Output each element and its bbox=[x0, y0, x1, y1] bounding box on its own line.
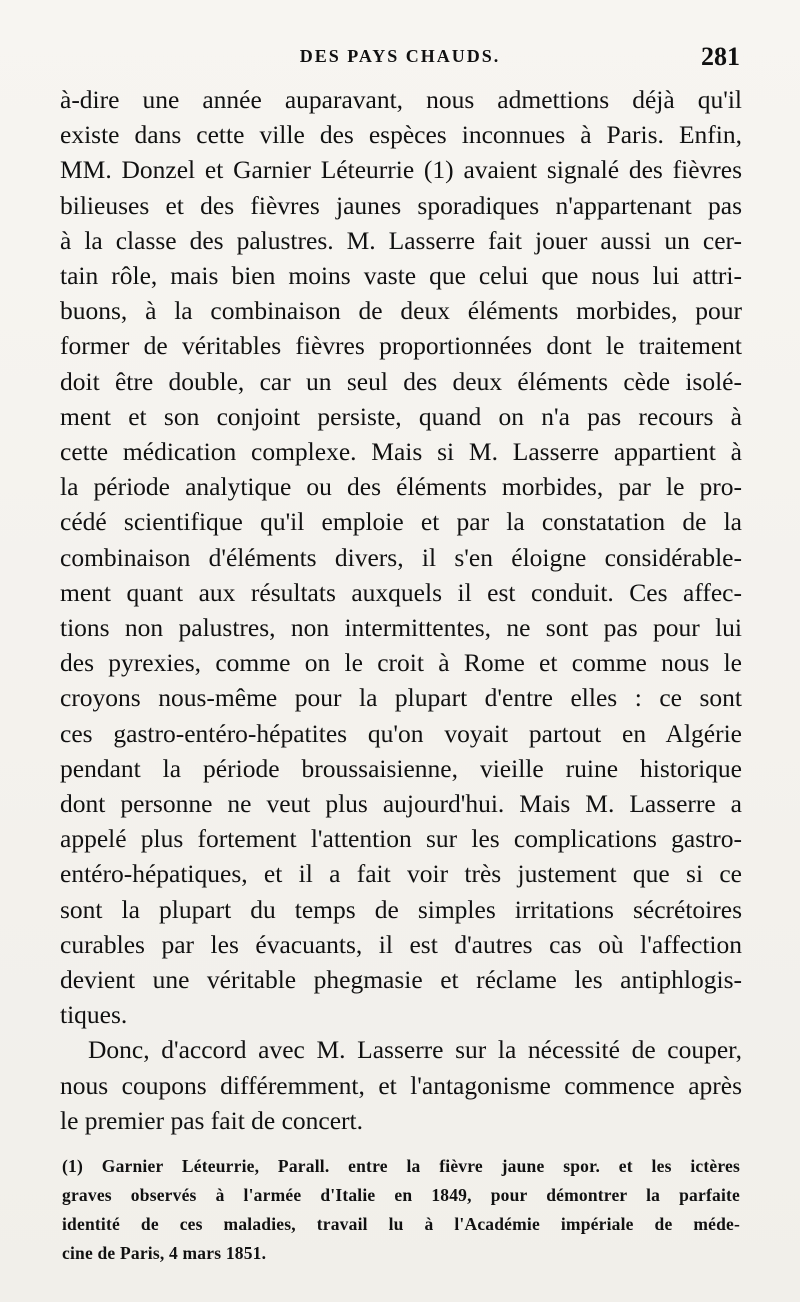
text-line: pendant la période broussaisienne, vieille ruine historique bbox=[60, 753, 742, 783]
text-line: tions non palustres, non intermittentes, ne sont pas pour lui bbox=[60, 613, 742, 643]
text-line: bilieuses et des fièvres jaunes sporadiques n'appartenant pas bbox=[60, 190, 742, 220]
text-line: le premier pas fait de concert. bbox=[60, 1105, 364, 1135]
text-line: combinaison d'éléments divers, il s'en éloigne considérable- bbox=[60, 542, 742, 572]
text-line: ment et son conjoint persiste, quand on n'a pas recours à bbox=[60, 401, 742, 431]
footnote bbox=[62, 1152, 740, 1268]
page-header bbox=[60, 40, 740, 76]
text-line: Donc, d'accord avec M. Lasserre sur la nécessité de couper, bbox=[88, 1035, 742, 1065]
footnote-line: cine de Paris, 4 mars 1851. bbox=[62, 1243, 267, 1263]
footnote-line: graves observés à l'armée d'Italie en 1849, pour démontrer la parfaite bbox=[62, 1185, 740, 1205]
text-line: devient une véritable phegmasie et réclame les antiphlogis- bbox=[60, 965, 742, 995]
text-line: cette médication complexe. Mais si M. Lasserre appartient à bbox=[60, 437, 742, 467]
text-line: à-dire une année auparavant, nous admettions déjà qu'il bbox=[60, 85, 742, 114]
text-line: entéro-hépatiques, et il a fait voir très justement que si ce bbox=[60, 859, 742, 889]
text-line: sont la plupart du temps de simples irritations sécrétoires bbox=[60, 894, 742, 924]
text-line: des pyrexies, comme on le croit à Rome et comme nous le bbox=[60, 648, 742, 678]
footnote-line: identité de ces maladies, travail lu à l'Académie impériale de méde- bbox=[62, 1214, 740, 1234]
body-text bbox=[60, 82, 742, 1138]
text-line: tiques. bbox=[60, 1000, 128, 1030]
footnote-line: (1) Garnier Léteurrie, Parall. entre la fièvre jaune spor. et les ictères bbox=[62, 1156, 740, 1176]
text-line: MM. Donzel et Garnier Léteurrie (1) avaient signalé des fièvres bbox=[60, 155, 742, 185]
text-line: la période analytique ou des éléments morbides, par le pro- bbox=[60, 472, 742, 502]
page-number: 281 bbox=[701, 42, 740, 71]
text-line: dont personne ne veut plus aujourd'hui. Mais M. Lasserre a bbox=[60, 789, 742, 819]
text-line: former de véritables fièvres proportionnées dont le traitement bbox=[60, 331, 742, 361]
running-head: DES PAYS CHAUDS. bbox=[299, 46, 501, 66]
text-line: existe dans cette ville des espèces inconnues à Paris. Enfin, bbox=[60, 120, 742, 150]
text-line: appelé plus fortement l'attention sur les complications gastro- bbox=[60, 824, 742, 854]
text-line: tain rôle, mais bien moins vaste que celui que nous lui attri- bbox=[60, 261, 742, 291]
text-line: nous coupons différemment, et l'antagonisme commence après bbox=[60, 1070, 742, 1100]
text-line: croyons nous-même pour la plupart d'entre elles : ce sont bbox=[60, 683, 742, 713]
text-line: cédé scientifique qu'il emploie et par la constatation de la bbox=[60, 507, 742, 537]
text-line: ment quant aux résultats auxquels il est conduit. Ces affec- bbox=[60, 577, 742, 607]
text-line: curables par les évacuants, il est d'autres cas où l'affection bbox=[60, 929, 742, 959]
text-line: buons, à la combinaison de deux éléments morbides, pour bbox=[60, 296, 742, 326]
text-line: à la classe des palustres. M. Lasserre fait jouer aussi un cer- bbox=[60, 225, 742, 255]
text-line: ces gastro-entéro-hépatites qu'on voyait partout en Algérie bbox=[60, 718, 742, 748]
text-line: doit être double, car un seul des deux éléments cède isolé- bbox=[60, 366, 742, 396]
